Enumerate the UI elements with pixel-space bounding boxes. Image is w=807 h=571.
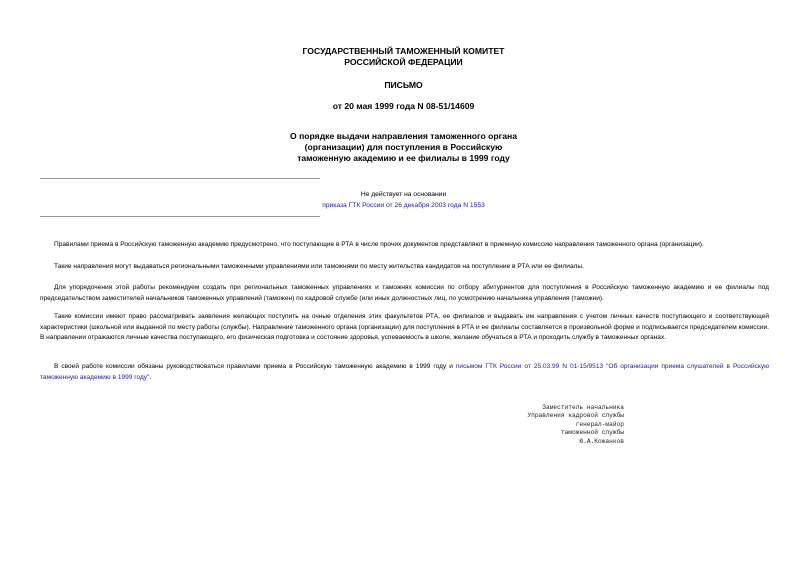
paragraph-5-end: . bbox=[149, 373, 152, 381]
document-title bbox=[0, 131, 807, 164]
title-line-2: (организации) для поступления в Российскую bbox=[304, 142, 503, 152]
paragraph-1: Правилами приема в Российскую таможенную академию предусмотрено, что поступающие в РТА в числе прочих документов представляют в приемную комиссию направления таможенного органа (организации). bbox=[54, 241, 704, 248]
paragraph-5 bbox=[40, 362, 769, 383]
paragraph-5-text: В своей работе комиссии обязаны руководствоваться правилами приема в Российскую таможенную академию в 1999 году и bbox=[54, 363, 456, 370]
signature-line-4: таможенной службы bbox=[560, 429, 624, 437]
divider-bottom bbox=[40, 216, 320, 217]
status-note: Не действует на основании bbox=[360, 191, 447, 198]
signature-line-3: генерал-майор bbox=[575, 420, 624, 428]
issuer-line-1: ГОСУДАРСТВЕННЫЙ ТАМОЖЕННЫЙ КОМИТЕТ bbox=[302, 46, 505, 56]
issuer-line-2: РОССИЙСКОЙ ФЕДЕРАЦИИ bbox=[344, 57, 463, 67]
issuer-block bbox=[0, 46, 807, 68]
document-date-number: от 20 мая 1999 года N 08-51/14609 bbox=[332, 101, 475, 111]
signature-block bbox=[470, 404, 624, 446]
signature-line-5: Ю.А.Кожанков bbox=[579, 437, 624, 445]
signature-line-2: Управления кадровой службы bbox=[527, 412, 624, 420]
paragraph-4: Такие комиссии имеют право рассматривать заявления желающих поступить на очные отделения этих факультетов РТА, ее филиалов и выдавать им направления с учетом личных качеств поступающего и соответствующей характеристики (школьной или выданной по месту работы (службы). Направление таможенного органа (организации) для поступления в РТА и ее филиалы составляется в произвольной форме и подписывается председателем комиссии. В направлении отражаются личные качества поступающего, его физическая подготовка и состояние здоровья, успеваемость в школе, желание обучаться в РТА и проходить службу в таможенных органах. bbox=[40, 313, 769, 342]
document-type: ПИСЬМО bbox=[384, 80, 423, 90]
title-line-1: О порядке выдачи направления таможенного органа bbox=[290, 131, 517, 141]
divider-top bbox=[40, 178, 320, 179]
status-link[interactable]: приказа ГТК России от 26 декабря 2003 года N 1553 bbox=[322, 202, 485, 209]
title-line-3: таможенную академию и ее филиалы в 1999 году bbox=[297, 153, 510, 163]
signature-line-1: Заместитель начальника bbox=[542, 404, 624, 411]
reference-letter-link[interactable]: письмом ГТК России от 25.03.99 N 01-15/9513 "Об организации приема слушателей в Российскую таможенную академию в 1999 году" bbox=[40, 363, 770, 381]
paragraph-2: Такие направления могут выдаваться региональными таможенными управлениями или таможнями по месту жительства кандидатов на поступление в РТА или ее филиалы. bbox=[54, 263, 584, 270]
paragraph-3: Для упорядочения этой работы рекомендуем создать при региональных таможенных управлениях и таможнях комиссии по отбору абитуриентов для поступления в Российскую таможенную академию и ее филиалы под председательством заместителей начальников таможенных управлений (таможен) по кадровой службе (или иных должностных лиц, по усмотрению начальника управления (таможни). bbox=[40, 284, 769, 302]
